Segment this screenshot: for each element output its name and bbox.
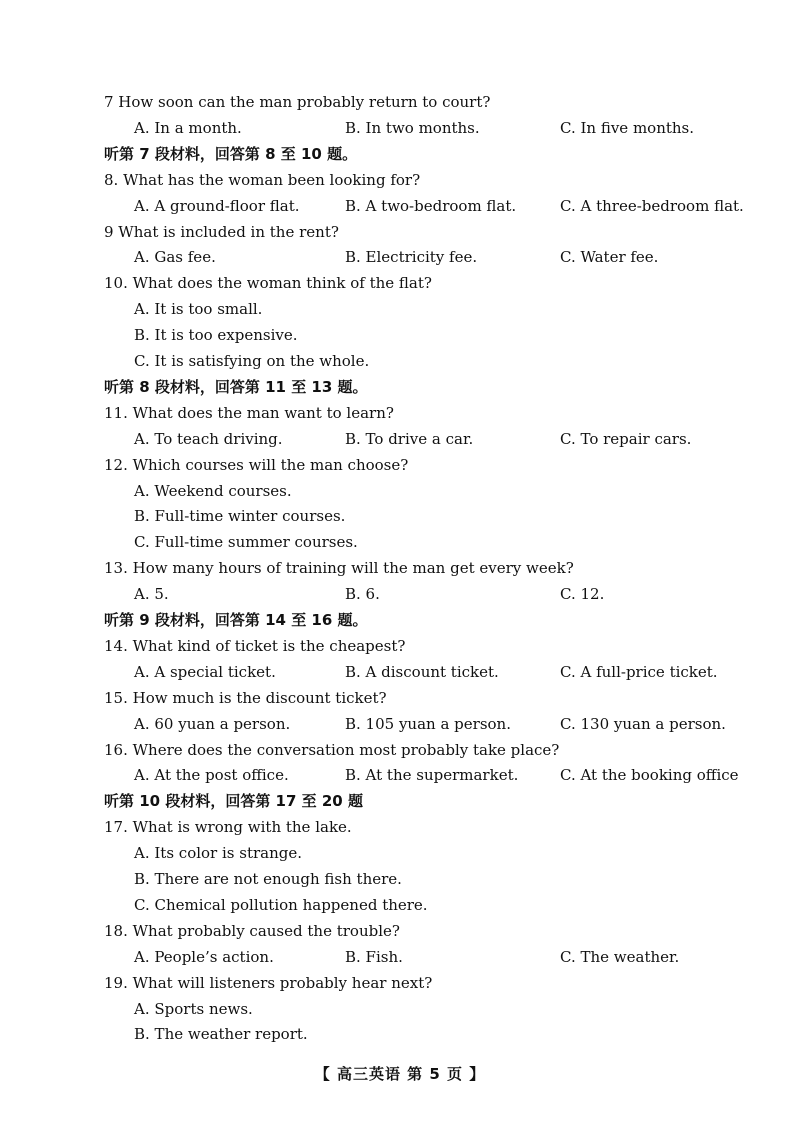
option-line: A. Sports news. bbox=[134, 1000, 253, 1018]
option-a: A. A ground-floor flat. bbox=[134, 197, 300, 215]
question-text: 7 How soon can the man probably return to court? bbox=[104, 93, 491, 111]
option-line: B. The weather report. bbox=[134, 1025, 308, 1043]
option-line: A. Its color is strange. bbox=[134, 844, 302, 862]
option-line: B. It is too expensive. bbox=[134, 326, 298, 344]
option-line: C. Full-time summer courses. bbox=[134, 533, 358, 551]
question-text: 16. Where does the conversation most probably take place? bbox=[104, 741, 560, 759]
option-line: C. It is satisfying on the whole. bbox=[134, 352, 370, 370]
question-text: 11. What does the man want to learn? bbox=[104, 404, 394, 422]
page-footer: 【 高三英语 第 5 页 】 bbox=[314, 1065, 486, 1083]
question-text: 10. What does the woman think of the flat? bbox=[104, 274, 432, 292]
option-c: C. The weather. bbox=[560, 948, 680, 966]
option-b: B. A two-bedroom flat. bbox=[345, 197, 517, 215]
option-b: B. Fish. bbox=[345, 948, 403, 966]
option-a: A. At the post office. bbox=[134, 766, 289, 784]
option-c: C. In five months. bbox=[560, 119, 695, 137]
question-text: 19. What will listeners probably hear next? bbox=[104, 974, 433, 992]
option-line: B. Full-time winter courses. bbox=[134, 507, 346, 525]
option-a: A. Gas fee. bbox=[134, 248, 216, 266]
section-heading: 听第 9 段材料，回答第 14 至 16 题。 bbox=[104, 611, 368, 629]
question-text: 8. What has the woman been looking for? bbox=[104, 171, 421, 189]
question-text: 17. What is wrong with the lake. bbox=[104, 818, 352, 836]
question-text: 15. How much is the discount ticket? bbox=[104, 689, 387, 707]
option-line: A. It is too small. bbox=[134, 300, 263, 318]
option-a: A. In a month. bbox=[134, 119, 242, 137]
section-heading: 听第 7 段材料，回答第 8 至 10 题。 bbox=[104, 145, 358, 163]
option-c: C. Water fee. bbox=[560, 248, 659, 266]
option-b: B. 6. bbox=[345, 585, 380, 603]
option-a: A. 5. bbox=[134, 585, 169, 603]
option-a: A. People’s action. bbox=[134, 948, 274, 966]
question-text: 18. What probably caused the trouble? bbox=[104, 922, 400, 940]
option-a: A. To teach driving. bbox=[134, 430, 283, 448]
option-b: B. 105 yuan a person. bbox=[345, 715, 511, 733]
question-text: 12. Which courses will the man choose? bbox=[104, 456, 409, 474]
option-c: C. A three-bedroom flat. bbox=[560, 197, 744, 215]
option-b: B. To drive a car. bbox=[345, 430, 474, 448]
option-b: B. At the supermarket. bbox=[345, 766, 519, 784]
option-c: C. A full-price ticket. bbox=[560, 663, 718, 681]
option-b: B. Electricity fee. bbox=[345, 248, 478, 266]
question-text: 9 What is included in the rent? bbox=[104, 223, 339, 241]
option-a: A. A special ticket. bbox=[134, 663, 276, 681]
option-c: C. 130 yuan a person. bbox=[560, 715, 726, 733]
option-line: C. Chemical pollution happened there. bbox=[134, 896, 428, 914]
option-line: A. Weekend courses. bbox=[134, 482, 292, 500]
option-b: B. A discount ticket. bbox=[345, 663, 499, 681]
option-a: A. 60 yuan a person. bbox=[134, 715, 291, 733]
question-text: 13. How many hours of training will the man get every week? bbox=[104, 559, 574, 577]
option-c: C. At the booking office bbox=[560, 766, 739, 784]
option-c: C. 12. bbox=[560, 585, 605, 603]
option-line: B. There are not enough fish there. bbox=[134, 870, 402, 888]
option-c: C. To repair cars. bbox=[560, 430, 692, 448]
option-b: B. In two months. bbox=[345, 119, 480, 137]
section-heading: 听第 8 段材料，回答第 11 至 13 题。 bbox=[104, 378, 368, 396]
question-text: 14. What kind of ticket is the cheapest? bbox=[104, 637, 406, 655]
section-heading: 听第 10 段材料，回答第 17 至 20 题 bbox=[104, 792, 363, 810]
